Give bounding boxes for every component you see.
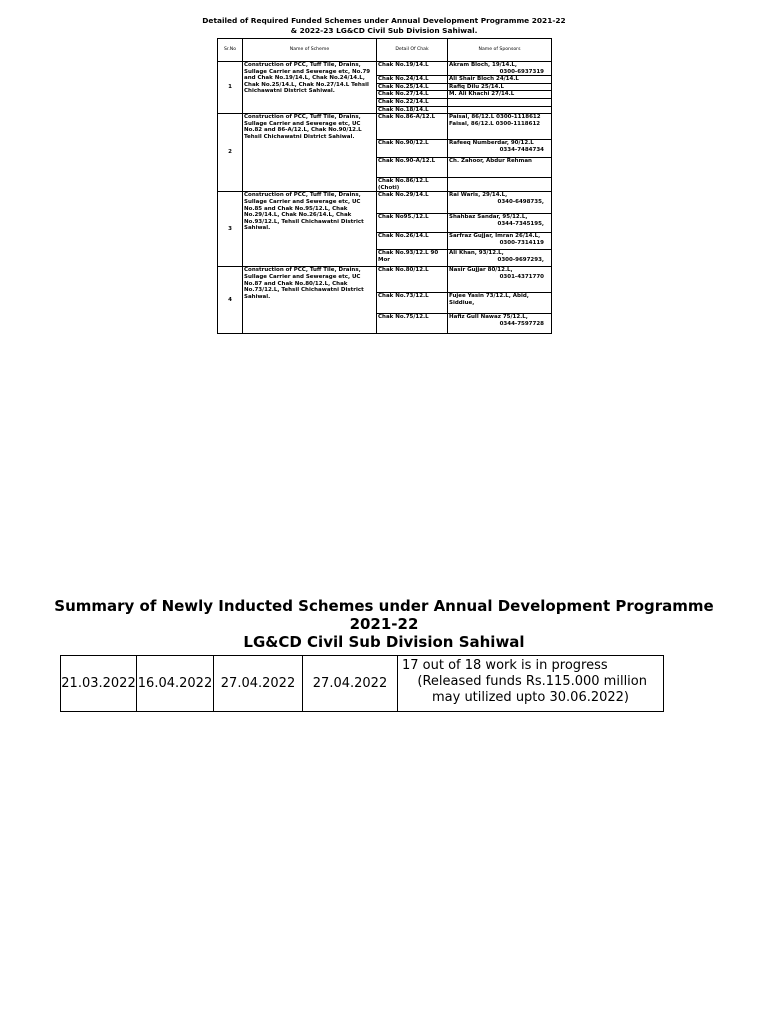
summary-date-cell: 27.04.2022 [214,656,303,712]
sponsor-name: Ali Khan, 93/12.L, [449,250,504,257]
sponsor-name: Shahbaz Sandar, 95/12.L, [449,214,528,221]
sponsor-name: Nasir Gujjar 80/12.L, [449,267,513,274]
summary-date-cell: 21.03.2022 [61,656,137,712]
scheme-sponsor-cell [448,91,552,99]
scheme-chak: Chak No.90/12.L [377,140,448,158]
summary-title-line2: 2021-22 [349,615,419,633]
scheme-name: Construction of PCC, Tuff Tile, Drains, Sullage Carrier and Sewerage etc, No.79 and Chak No.19/14.L, Chak No.24/14.L, Chak No.25/14.L, Chak No.27/14.L Tehsil Chichawatni District Sahiwal. [243,62,377,114]
sponsor-name: M. Ali Khachi 27/14.L [449,91,515,98]
scheme-chak: Chak No.93/12.L 90 Mor [377,250,448,267]
summary-table [60,655,664,712]
scheme-chak: Chak No.18/14.L [377,106,448,114]
scheme-name: Construction of PCC, Tuff Tile, Drains, Sullage Carrier and Sewerage etc, UC No.85 and Chak No.95/12.L, Chak No.29/14.L, Chak No.26/14.L, Chak No.93/12.L, Tehsil Chichawatni District Sahiwal. [243,192,377,267]
sponsor-name: Ali Shair Bloch 24/14.L [449,76,519,83]
summary-date-cell: 16.04.2022 [137,656,214,712]
scheme-row [218,62,552,76]
scheme-sponsor-cell [448,293,552,314]
sponsor-name: Paisal, 86/12.L 0300-1118612 Faisal, 86/12.L 0300-1118612 [449,114,541,127]
schemes-title-line2: & 2022-23 LG&CD Civil Sub Division Sahiwal. [290,26,478,35]
summary-status-cell [398,656,664,712]
scheme-sponsor-cell [448,192,552,214]
scheme-chak: Chak No.90-A/12.L [377,158,448,178]
scheme-sponsor-cell [448,62,552,76]
scheme-chak: Chak No.24/14.L [377,76,448,84]
status-utilized-date: may utilized upto 30.06.2022) [431,690,629,705]
scheme-sponsor-cell [448,314,552,334]
sponsor-contact: 0344-7597728 [499,320,544,327]
scheme-name: Construction of PCC, Tuff Tile, Drains, Sullage Carrier and Sewerage etc, UC No.87 and Chak No.80/12.L, Chak No.73/12.L, Tehsil Chichawatni District Sahiwal. [243,267,377,334]
scheme-chak: Chak No.26/14.L [377,233,448,250]
scheme-sr-number: 1 [218,62,243,114]
scheme-name: Construction of PCC, Tuff Tile, Drains, Sullage Carrier and Sewerage etc, UC No.82 and 86-A/12.L, Chak No.90/12.L Tehsil Chichawatni District Sahiwal. [243,114,377,192]
sponsor-name: Rafeeq Numberdar, 90/12.L [449,140,534,147]
header-sponsors: Name of Sponsors [448,39,552,62]
scheme-sponsor-cell [448,114,552,140]
scheme-row [218,192,552,214]
schemes-title [196,16,572,36]
scheme-sponsor-cell [448,250,552,267]
sponsor-name: Hafiz Gull Nawaz 75/12.L, [449,314,528,321]
scheme-sponsor-cell [448,233,552,250]
scheme-sr-number: 4 [218,267,243,334]
scheme-chak: Chak No.86-A/12.L [377,114,448,140]
scheme-chak: Chak No.75/12.L [377,314,448,334]
scheme-sponsor-cell [448,106,552,114]
scheme-sponsor-cell [448,267,552,293]
scheme-row [218,267,552,293]
scheme-sr-number: 3 [218,192,243,267]
scheme-sponsor-cell [448,214,552,233]
sponsor-contact: 0334-7484734 [499,146,544,153]
scheme-chak: Chak No.22/14.L [377,98,448,106]
sponsor-name: Fujee Yasin 73/12.L, Abid, Siddiue, [449,293,529,306]
schemes-body [218,62,552,334]
summary-title-line3: LG&CD Civil Sub Division Sahiwal [243,633,525,651]
status-released-funds: (Released funds Rs.115.000 million [417,674,647,689]
scheme-chak: Chak No.86/12.L (Choti) [377,178,448,192]
scheme-chak: Chak No.80/12.L [377,267,448,293]
header-name: Name of Scheme [243,39,377,62]
scheme-sponsor-cell [448,76,552,84]
sponsor-name: Sarfraz Gujjar, Imran 26/14.L, [449,233,541,240]
sponsor-name: Akram Bloch, 19/14.L, [449,62,518,68]
summary-title-line1: Summary of Newly Inducted Schemes under Annual Development Programme [54,597,714,615]
sponsor-contact: 0301-4371770 [499,273,544,280]
scheme-chak: Chak No.25/14.L [377,83,448,91]
sponsor-contact: 0300-6937319 [499,68,544,75]
header-sr: Sr.No [218,39,243,62]
scheme-chak: Chak No.19/14.L [377,62,448,76]
header-chak: Detail Of Chak [377,39,448,62]
summary-date-cell: 27.04.2022 [303,656,398,712]
status-progress: 17 out of 18 work is in progress [402,658,608,673]
scheme-sponsor-cell [448,83,552,91]
scheme-sr-number: 2 [218,114,243,192]
scheme-sponsor-cell [448,158,552,178]
scheme-chak: Chak No.27/14.L [377,91,448,99]
summary-row [61,656,664,712]
scheme-sponsor-cell [448,98,552,106]
scheme-chak: Chak No.73/12.L [377,293,448,314]
schemes-header-row [218,39,552,62]
sponsor-name: Rai Waris, 29/14.L, [449,192,508,199]
sponsor-contact: 0300-7314119 [499,239,544,246]
sponsor-contact: 0300-9697293, [497,256,544,263]
sponsor-contact: 0340-6498735, [497,198,544,205]
sponsor-name: Ch. Zahoor, Abdur Rehman [449,158,532,165]
scheme-sponsor-cell [448,178,552,192]
schemes-title-line1: Detailed of Required Funded Schemes under Annual Development Programme 2021-22 [202,16,566,25]
summary-title [40,597,728,651]
schemes-table [217,38,552,334]
scheme-chak: Chak No95./12.L [377,214,448,233]
sponsor-contact: 0344-7345195, [497,220,544,227]
scheme-chak: Chak No.29/14.L [377,192,448,214]
scheme-row [218,114,552,140]
sponsor-name: Rafiq Dilu 25/14.L [449,83,504,90]
scheme-sponsor-cell [448,140,552,158]
